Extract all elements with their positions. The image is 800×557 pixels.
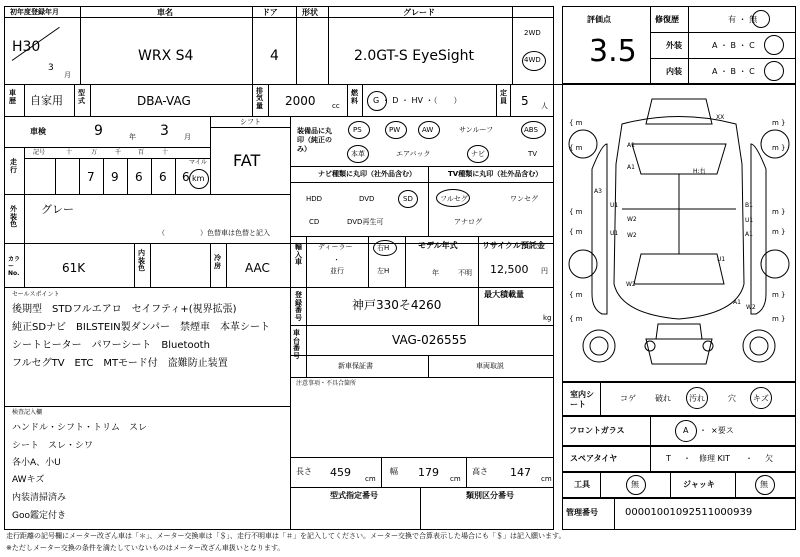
repair-label: 修復歴 — [655, 15, 679, 24]
svg-text:m }: m } — [772, 315, 786, 323]
tv-analog: アナログ — [454, 218, 482, 226]
divider — [79, 158, 80, 194]
damage-mark: W2 — [626, 281, 636, 288]
divider — [347, 84, 348, 116]
divider — [670, 472, 671, 498]
svg-text:{ m: { m — [569, 291, 583, 299]
height-unit: cm — [541, 475, 552, 483]
mileage-mark: 十 — [162, 149, 169, 156]
divider — [290, 487, 554, 488]
divider — [650, 446, 651, 472]
divider — [650, 6, 651, 84]
divider — [4, 116, 554, 117]
footer-note: ※ただしメーター交換の条件を満たしていないものはメーター改ざん車扱いとなります。 — [6, 544, 285, 552]
drive-2wd: 2WD — [524, 29, 541, 37]
mileage-digit: 6 — [182, 170, 190, 184]
class-label: 類別区分番号 — [466, 491, 514, 500]
warranty-label: 新車保証書 — [338, 362, 373, 370]
divider — [290, 377, 554, 378]
damage-mark: B1 — [745, 202, 753, 209]
divider — [226, 243, 227, 287]
divider — [614, 498, 615, 530]
import-left: 左H — [377, 267, 390, 275]
usage-label: 車歴 — [9, 89, 16, 105]
repair-none-circle — [752, 10, 770, 28]
equipment-label: 装備品に丸印（純正のみ） — [297, 127, 332, 153]
score-label: 評価点 — [587, 15, 611, 24]
selling-point: シートヒーター パワーシート Bluetooth — [12, 340, 210, 351]
damage-mark: A3 — [594, 188, 602, 195]
divider — [600, 472, 601, 498]
usage: 自家用 — [30, 94, 63, 107]
equip-sunroof: サンルーフ — [459, 126, 494, 134]
selling-point: 後期型 STDフルエアロ セイフティ+(視界拡張) — [12, 304, 237, 315]
inspector-note: ハンドル・シフト・トリム スレ — [12, 423, 148, 433]
fuel-options: G ・ D ・ HV ・（ ） — [373, 96, 462, 105]
damage-mark: A1 — [745, 231, 753, 238]
svg-text:{ m: { m — [569, 228, 583, 236]
divider — [512, 6, 513, 84]
divider — [268, 84, 269, 116]
damage-mark: U1 — [610, 230, 619, 237]
divider — [80, 6, 81, 84]
dot: ・ — [333, 256, 340, 264]
divider — [127, 158, 128, 194]
model-year-year: 年 — [432, 269, 439, 277]
divider — [290, 355, 554, 356]
equip-navi: ナビ — [471, 150, 485, 158]
divider — [735, 472, 736, 498]
svg-text:m }: m } — [772, 291, 786, 299]
divider — [496, 84, 497, 116]
damage-mark: A1 — [627, 164, 635, 171]
divider — [151, 158, 152, 194]
length-unit: cm — [365, 475, 376, 483]
inspector-note: Goo鑑定付き — [12, 511, 66, 521]
divider — [24, 147, 25, 194]
footer-note: 走行距離の記号欄にメーター改ざん車は「＊」、メーター交換車は「＄」、走行不明車は「＃」を記入してください。メーター交換で合算表示した場合にも「＄」は記入願います。 — [6, 532, 566, 540]
damage-mark: U1 — [610, 202, 619, 209]
selling-point: フルセグTV ETC MTモード付 盗難防止装置 — [12, 358, 228, 369]
divider — [24, 194, 25, 243]
max-load-unit: kg — [543, 314, 552, 322]
spare-dot: ・ — [683, 454, 691, 463]
divider — [90, 84, 91, 116]
spare-label: スペアタイヤ — [570, 454, 618, 463]
divider — [4, 287, 290, 288]
divider — [405, 236, 406, 288]
divider — [510, 84, 511, 116]
divider — [650, 416, 651, 446]
divider — [210, 243, 211, 287]
divider — [4, 406, 290, 407]
divider — [600, 382, 601, 416]
spare-t: T — [666, 454, 671, 463]
equip-tv: TV — [528, 150, 538, 158]
shape-label: 形状 — [302, 8, 318, 17]
shaken-label: 車検 — [30, 127, 46, 136]
inspector-label: 検査記入欄 — [12, 409, 43, 416]
mileage-label: 走行 — [10, 158, 17, 174]
selling-points-label: セールスポイント — [12, 291, 60, 298]
damage-mark: A1 — [733, 299, 741, 306]
svg-text:{ m: { m — [569, 144, 583, 152]
divider — [24, 158, 210, 159]
height: 147 — [510, 466, 531, 479]
jack-label: ジャッキ — [683, 480, 715, 489]
divider — [368, 236, 369, 288]
navi-dvd: DVD — [359, 195, 375, 203]
mileage-mark: 十 — [66, 149, 73, 156]
divider — [688, 6, 689, 84]
model-year-label: モデル年式 — [418, 241, 458, 250]
divider — [290, 116, 291, 288]
door-count: 4 — [270, 48, 279, 64]
divider — [252, 84, 253, 116]
equip-pw: PW — [389, 126, 401, 134]
seat-item: 汚れ — [689, 394, 705, 403]
car-name-label: 車名 — [157, 8, 173, 17]
tv-type-label: TV種類に丸印（社外品含む） — [448, 170, 543, 178]
svg-text:m }: m } — [772, 228, 786, 236]
damage-mark: XX — [716, 114, 725, 121]
glass-a: A — [683, 426, 689, 435]
navi-cd: CD — [309, 218, 320, 226]
management-number: 00001001092511000939 — [625, 507, 753, 518]
svg-text:{ m: { m — [569, 119, 583, 127]
mileage-mark: 万 — [91, 149, 98, 156]
height-label: 高さ — [472, 467, 488, 476]
color-no-label: カラーNo. — [8, 256, 21, 278]
divider — [290, 287, 291, 457]
car-diagram — [562, 84, 796, 382]
divider — [290, 166, 554, 167]
width-label: 幅 — [390, 467, 398, 476]
divider — [478, 236, 479, 288]
drive-4wd: 4WD — [524, 56, 541, 64]
svg-text:m }: m } — [772, 119, 786, 127]
color-value: グレー — [41, 203, 74, 216]
divider — [290, 457, 554, 458]
seat-item: キズ — [753, 394, 769, 403]
color-no: 61K — [62, 261, 86, 275]
divider — [210, 127, 290, 128]
exterior-options: A ・ B ・ C — [712, 41, 755, 50]
divider — [478, 287, 479, 325]
divider — [4, 147, 210, 148]
import-dealer: ディーラー — [318, 243, 353, 251]
svg-text:m }: m } — [772, 208, 786, 216]
seat-item: 穴 — [728, 394, 736, 403]
ac: AAC — [245, 261, 270, 275]
score-value: 3.5 — [589, 34, 637, 69]
capacity: 5 — [521, 94, 529, 108]
equip-abs: ABS — [524, 126, 538, 134]
tools-label: 工具 — [574, 480, 590, 489]
damage-mark: U1 — [717, 256, 726, 263]
width-unit: cm — [450, 475, 461, 483]
registration-label: 登録番号 — [295, 291, 302, 323]
displacement-label: 排気量 — [256, 87, 263, 110]
displacement: 2000 — [285, 94, 316, 108]
divider — [4, 243, 554, 244]
mileage-digit: 6 — [135, 170, 143, 184]
divider — [4, 194, 290, 195]
mileage-digit: 9 — [111, 170, 119, 184]
shaken-year: 9 — [94, 123, 103, 139]
displacement-unit: cc — [332, 102, 340, 110]
registration-number: 神戸330そ4260 — [352, 298, 442, 312]
shift-label: シフト — [240, 118, 261, 126]
model-year-unknown: 不明 — [458, 269, 472, 277]
divider — [74, 84, 75, 116]
damage-mark: A1 — [627, 142, 635, 149]
color-label: 外装色 — [10, 205, 17, 229]
length: 459 — [330, 466, 351, 479]
mileage-mark: 千 — [115, 149, 122, 156]
divider — [290, 325, 554, 326]
divider — [328, 6, 329, 84]
car-name: WRX S4 — [138, 48, 194, 64]
divider — [103, 158, 104, 194]
frame-label: 車台番号 — [293, 329, 300, 361]
divider — [175, 158, 176, 194]
divider — [290, 457, 291, 530]
inspector-note: 各小A、小U — [12, 458, 61, 468]
divider — [24, 84, 25, 116]
divider — [4, 17, 554, 18]
import-right: 右H — [377, 244, 390, 252]
divider — [290, 182, 554, 183]
import-parallel: 並行 — [330, 267, 344, 275]
exterior-c-circle — [764, 35, 784, 55]
divider — [296, 6, 297, 84]
navi-hdd: HDD — [306, 195, 323, 203]
management-label: 管理番号 — [566, 508, 598, 517]
mileage-mark: 百 — [138, 149, 145, 156]
interior-c-circle — [764, 61, 784, 81]
grade-label: グレード — [403, 8, 435, 17]
navi-type-label: ナビ種類に丸印（社外品含む） — [318, 170, 416, 178]
divider — [428, 355, 429, 377]
divider — [650, 58, 796, 59]
jack-value: 無 — [760, 480, 768, 489]
divider — [150, 243, 151, 287]
divider — [290, 287, 554, 288]
exterior-label: 外装 — [666, 41, 682, 50]
model-label: 型式 — [78, 89, 85, 105]
shift: FAT — [233, 151, 261, 170]
mileage-mark: 記号 — [33, 149, 46, 156]
svg-text:m }: m } — [772, 144, 786, 152]
seat-item: 破れ — [655, 394, 671, 403]
capacity-label: 定員 — [500, 89, 507, 105]
seat-label: 室内シート — [570, 390, 594, 409]
model: DBA-VAG — [137, 94, 191, 108]
equip-ps: PS — [353, 126, 362, 134]
divider — [306, 287, 307, 377]
divider — [290, 236, 554, 237]
inspector-note: シート スレ・シワ — [12, 441, 94, 451]
equip-leather: 本革 — [351, 150, 365, 158]
year-unit: 年 — [129, 133, 136, 141]
svg-text:{ m: { m — [569, 208, 583, 216]
divider — [381, 457, 382, 487]
damage-mark: U1 — [745, 217, 754, 224]
divider — [306, 236, 307, 288]
divider — [650, 32, 796, 33]
equip-aw: AW — [422, 126, 434, 134]
tools-value: 無 — [631, 480, 639, 489]
ac-label: 冷房 — [214, 254, 221, 270]
damage-mark: W2 — [627, 216, 637, 223]
shaken-month: 3 — [160, 123, 169, 139]
max-load-label: 最大積載量 — [484, 290, 524, 299]
year-label: 初年度登録年月 — [10, 8, 59, 16]
damage-mark: W2 — [627, 232, 637, 239]
divider — [252, 6, 253, 84]
manual-label: 車両取説 — [476, 362, 504, 370]
glass-label: フロントガラス — [569, 426, 625, 435]
import-label: 輸入車 — [295, 243, 302, 267]
registration-month: 3 — [48, 63, 54, 73]
navi-sd: SD — [403, 195, 413, 203]
divider — [466, 457, 467, 487]
interior-options: A ・ B ・ C — [712, 67, 755, 76]
capacity-unit: 人 — [541, 102, 548, 110]
grade: 2.0GT-S EyeSight — [354, 48, 475, 64]
divider — [362, 84, 363, 116]
svg-text:{ m: { m — [569, 315, 583, 323]
month-unit: 月 — [184, 133, 191, 141]
selling-point: 純正SDナビ BILSTEIN製ダンパー 禁煙車 本革シート — [12, 322, 271, 333]
mileage-digit: 6 — [159, 170, 167, 184]
damage-mark: W2 — [746, 304, 756, 311]
spare-kit: 修理 KIT — [699, 454, 731, 463]
spare-dot: ・ — [745, 454, 753, 463]
divider — [55, 158, 56, 194]
notes-label: 注意事項・不具合箇所 — [296, 380, 357, 387]
tv-fullseg: フルセグ — [440, 195, 468, 203]
frame-number: VAG-026555 — [392, 333, 467, 347]
recycle-label: リサイクル預託金 — [482, 241, 545, 250]
glass-x: ×要ス — [711, 426, 734, 435]
width: 179 — [418, 466, 439, 479]
door-label: ドア — [262, 8, 278, 17]
divider — [428, 166, 429, 236]
damage-mark: H:右 — [693, 168, 706, 175]
fuel-label: 燃料 — [351, 89, 358, 105]
registration-year: H30 — [12, 39, 41, 55]
divider — [134, 243, 135, 287]
divider — [420, 487, 421, 530]
tv-oneseg: ワンセグ — [510, 195, 538, 203]
navi-dvd-play: DVD再生可 — [347, 218, 384, 226]
type-cert-label: 型式指定番号 — [330, 491, 378, 500]
inspector-note: AWキズ — [12, 475, 45, 485]
divider — [24, 243, 25, 287]
inspector-note: 内装清掃済み — [12, 493, 67, 503]
repair-options: 有 ・ 無 — [728, 15, 758, 24]
seat-item: コゲ — [620, 394, 636, 403]
equip-airbag: エアバック — [396, 150, 431, 158]
mileage-unit: km — [192, 174, 205, 183]
recycle-value: 12,500 — [490, 263, 529, 276]
interior-label: 内装 — [666, 67, 682, 76]
length-label: 長さ — [296, 467, 312, 476]
recycle-unit: 円 — [541, 267, 548, 275]
interior-color-label: 内装色 — [138, 249, 145, 273]
mileage-mark: マイル — [189, 159, 207, 166]
spare-missing: 欠 — [765, 454, 773, 463]
month-unit: 月 — [64, 71, 71, 79]
mileage-digit: 7 — [87, 170, 95, 184]
color-note: （ ）色替車は色替と記入 — [158, 229, 270, 237]
glass-dot: ・ — [699, 426, 707, 435]
